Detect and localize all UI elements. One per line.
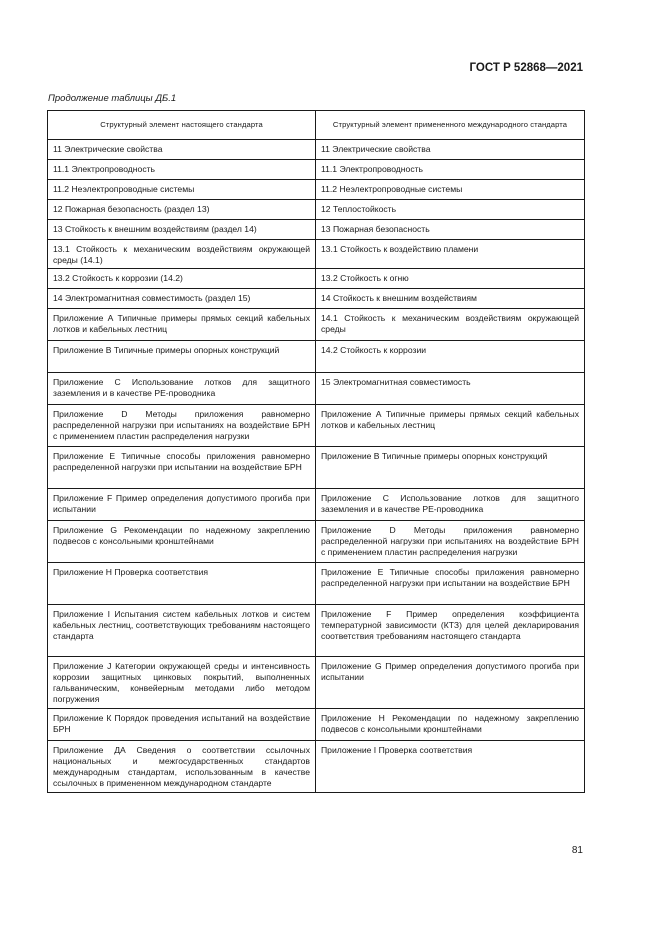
cell-national-element: 13 Стойкость к внешним воздействиям (раздел 14)	[48, 220, 316, 240]
cell-national-element: Приложение ДА Сведения о соответствии ссылочных национальных и межгосударственных стандартов международным стандартам, использованным в качестве ссылочных в примененном международном стандарте	[48, 741, 316, 793]
cell-international-element: 14.1 Стойкость к механическим воздействиям окружающей среды	[316, 309, 585, 341]
column-header-national: Структурный элемент настоящего стандарта	[48, 111, 316, 140]
table-row	[48, 709, 585, 741]
cell-international-element: Приложение Н Рекомендации по надежному закреплению подвесов с консольными кронштейнами	[316, 709, 585, 741]
cell-national-element: 13.2 Стойкость к коррозии (14.2)	[48, 269, 316, 289]
page-number: 81	[571, 845, 583, 856]
table-header-row	[48, 111, 585, 140]
cell-national-element: Приложение А Типичные примеры прямых секций кабельных лотков и кабельных лестниц	[48, 309, 316, 341]
cell-international-element: Приложение С Использование лотков для защитного заземления и в качестве PE-проводника	[316, 489, 585, 521]
cell-national-element: Приложение J Категории окружающей среды и интенсивность коррозии защитных цинковых покрытий, выполненных гальваническим, конвейерным методами либо методом погружения	[48, 657, 316, 709]
cell-national-element: 11 Электрические свойства	[48, 140, 316, 160]
table-row	[48, 220, 585, 240]
cell-national-element: 12 Пожарная безопасность (раздел 13)	[48, 200, 316, 220]
table-caption: Продолжение таблицы ДБ.1	[48, 93, 177, 104]
table-row	[48, 240, 585, 269]
cell-national-element: Приложение К Порядок проведения испытаний на воздействие БРН	[48, 709, 316, 741]
cell-national-element: Приложение С Использование лотков для защитного заземления и в качестве PE-проводника	[48, 373, 316, 405]
table-row	[48, 140, 585, 160]
cell-international-element: Приложение G Пример определения допустимого прогиба при испытании	[316, 657, 585, 709]
cell-international-element: 12 Теплостойкость	[316, 200, 585, 220]
table-row	[48, 521, 585, 563]
cell-national-element: Приложение D Методы приложения равномерно распределенной нагрузки при испытаниях на воздействие БРН с применением пластин распределения нагрузки	[48, 405, 316, 447]
table-row	[48, 180, 585, 200]
cell-national-element: Приложение F Пример определения допустимого прогиба при испытании	[48, 489, 316, 521]
cell-national-element: 11.2 Неэлектропроводные системы	[48, 180, 316, 200]
cell-international-element: 14.2 Стойкость к коррозии	[316, 341, 585, 373]
table-body	[48, 140, 585, 793]
cell-national-element: 14 Электромагнитная совместимость (раздел 15)	[48, 289, 316, 309]
cell-international-element: 13.2 Стойкость к огню	[316, 269, 585, 289]
cell-international-element: 13.1 Стойкость к воздействию пламени	[316, 240, 585, 269]
cell-international-element: Приложение F Пример определения коэффициента температурной зависимости (КТЗ) для целей декларирования соответствия требованиям настоящего стандарта	[316, 605, 585, 657]
cell-national-element: Приложение G Рекомендации по надежному закреплению подвесов с консольными кронштейнами	[48, 521, 316, 563]
cell-national-element: 11.1 Электропроводность	[48, 160, 316, 180]
table-row	[48, 657, 585, 709]
table-row	[48, 373, 585, 405]
correspondence-table	[47, 110, 585, 793]
cell-international-element: Приложение А Типичные примеры прямых секций кабельных лотков и кабельных лестниц	[316, 405, 585, 447]
table-row	[48, 489, 585, 521]
cell-international-element: 11.1 Электропроводность	[316, 160, 585, 180]
table-row	[48, 447, 585, 489]
table-row	[48, 289, 585, 309]
cell-international-element: 11.2 Неэлектропроводные системы	[316, 180, 585, 200]
table-row	[48, 563, 585, 605]
cell-international-element: 15 Электромагнитная совместимость	[316, 373, 585, 405]
cell-international-element: Приложение В Типичные примеры опорных конструкций	[316, 447, 585, 489]
cell-international-element: 13 Пожарная безопасность	[316, 220, 585, 240]
table-row	[48, 605, 585, 657]
cell-international-element: 11 Электрические свойства	[316, 140, 585, 160]
table-row	[48, 309, 585, 341]
cell-national-element: 13.1 Стойкость к механическим воздействиям окружающей среды (14.1)	[48, 240, 316, 269]
cell-national-element: Приложение Н Проверка соответствия	[48, 563, 316, 605]
table-row	[48, 341, 585, 373]
table-row	[48, 269, 585, 289]
column-header-international: Структурный элемент примененного международного стандарта	[316, 111, 585, 140]
cell-international-element: Приложение D Методы приложения равномерно распределенной нагрузки при испытаниях на воздействие БРН с применением пластин распределения нагрузки	[316, 521, 585, 563]
cell-national-element: Приложение Е Типичные способы приложения равномерно распределенной нагрузки при испытании на воздействие БРН	[48, 447, 316, 489]
cell-national-element: Приложение I Испытания систем кабельных лотков и систем кабельных лестниц, соответствующих требованиям настоящего стандарта	[48, 605, 316, 657]
cell-national-element: Приложение В Типичные примеры опорных конструкций	[48, 341, 316, 373]
table-row	[48, 160, 585, 180]
table-row	[48, 405, 585, 447]
cell-international-element: 14 Стойкость к внешним воздействиям	[316, 289, 585, 309]
table-row	[48, 200, 585, 220]
table-row	[48, 741, 585, 793]
cell-international-element: Приложение Е Типичные способы приложения равномерно распределенной нагрузки при испытании на воздействие БРН	[316, 563, 585, 605]
cell-international-element: Приложение I Проверка соответствия	[316, 741, 585, 793]
standard-designation: ГОСТ Р 52868—2021	[469, 62, 583, 74]
